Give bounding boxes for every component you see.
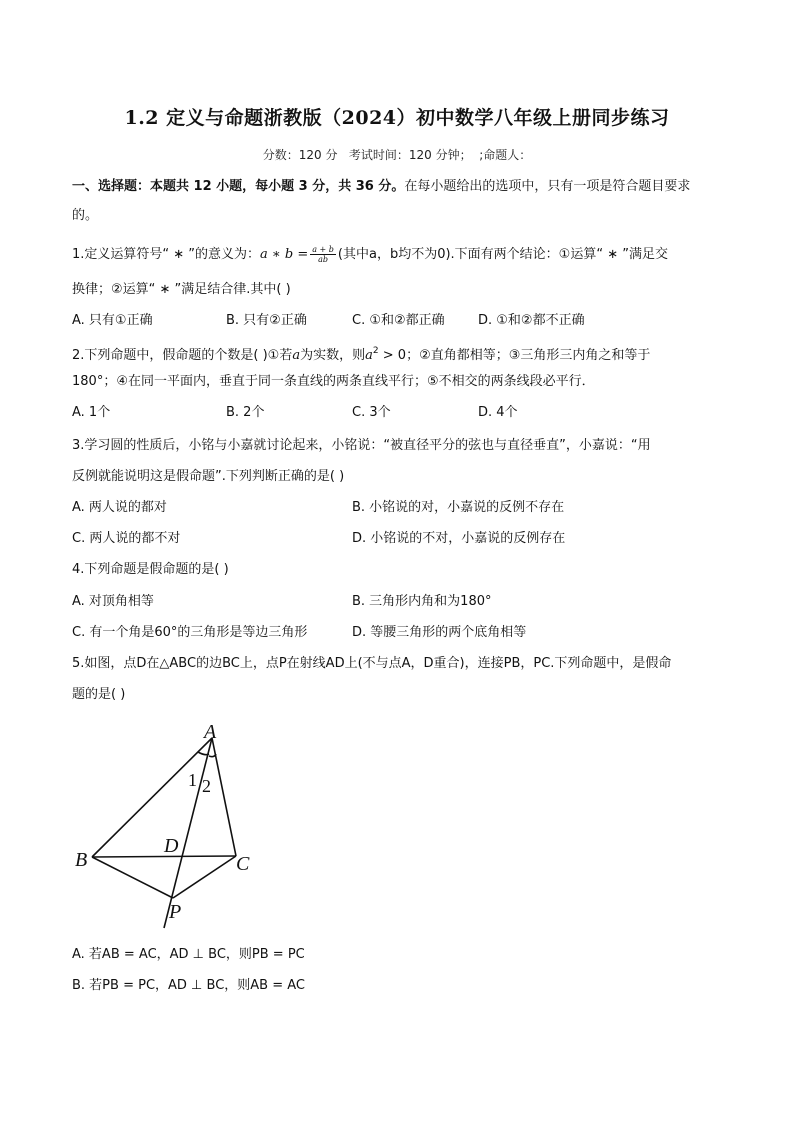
q1-stem-line2: 换律；②运算“ ∗ ”满足结合律.其中( ) bbox=[72, 282, 291, 297]
q3-stem: 3.学习圆的性质后，小铭与小嘉就讨论起来，小铭说：“被直径平分的弦也与直径垂直”，小嘉说：“用 bbox=[72, 438, 651, 453]
q2-mid: 为实数，则 bbox=[300, 348, 366, 363]
q5-stem: 5.如图，点D在△ABC的边BC上，点P在射线AD上(不与点A，D重合)，连接PB，PC.下列命题中，是假命 bbox=[72, 656, 672, 671]
q1-op-lhs: a ∗ b = bbox=[260, 247, 309, 262]
q5-option-a[interactable]: A. 若AB = AC，AD ⊥ BC，则PB = PC bbox=[72, 947, 305, 962]
q1-option-a[interactable]: A. 只有①正确 bbox=[72, 313, 153, 328]
ray-ap bbox=[164, 738, 212, 928]
q1-suffix: (其中a，b均不为0).下面有两个结论：①运算“ ∗ ”满足交 bbox=[337, 247, 668, 262]
page-title: 1.2 定义与命题浙教版（2024）初中数学八年级上册同步练习 bbox=[124, 107, 670, 129]
q1-frac-den: ab bbox=[318, 255, 329, 264]
q5-stem-line2: 题的是( ) bbox=[72, 687, 126, 702]
segment-pc bbox=[173, 856, 236, 898]
q2-expr-sup: 2 bbox=[372, 346, 379, 356]
q2-prefix: 2.下列命题中，假命题的个数是( )①若 bbox=[72, 348, 293, 363]
label-p: P bbox=[169, 901, 182, 923]
q1-stem bbox=[72, 245, 668, 264]
q4-option-a[interactable]: A. 对顶角相等 bbox=[72, 594, 154, 609]
q3-option-d[interactable]: D. 小铭说的不对，小嘉说的反例存在 bbox=[352, 531, 566, 546]
segment-pb bbox=[92, 857, 173, 898]
q2-expr-rest: > 0 bbox=[378, 348, 407, 363]
angle-arc-2 bbox=[209, 754, 216, 757]
section-heading-line2: 的。 bbox=[72, 208, 99, 223]
q2-expr-base: a bbox=[365, 348, 373, 363]
label-d: D bbox=[164, 835, 179, 857]
label-a: A bbox=[204, 721, 217, 743]
q4-option-b[interactable]: B. 三角形内角和为180° bbox=[352, 594, 492, 609]
angle-label-1: 1 bbox=[188, 770, 197, 790]
q1-frac-num: a + b bbox=[312, 245, 334, 254]
label-c: C bbox=[236, 853, 250, 875]
q1-option-d[interactable]: D. ①和②都不正确 bbox=[478, 313, 585, 328]
q4-stem: 4.下列命题是假命题的是( ) bbox=[72, 562, 229, 577]
q2-suffix: ；②直角都相等；③三角形三内角之和等于 bbox=[406, 348, 651, 363]
q4-option-c[interactable]: C. 有一个角是60°的三角形是等边三角形 bbox=[72, 625, 308, 640]
q1-prefix: 1.定义运算符号“ ∗ ”的意义为： bbox=[72, 247, 261, 262]
q3-option-a[interactable]: A. 两人说的都对 bbox=[72, 500, 167, 515]
q5-option-b[interactable]: B. 若PB = PC，AD ⊥ BC，则AB = AC bbox=[72, 978, 305, 993]
q4-option-d[interactable]: D. 等腰三角形的两个底角相等 bbox=[352, 625, 527, 640]
q1-option-c[interactable]: C. ①和②都正确 bbox=[352, 313, 445, 328]
angle-label-2: 2 bbox=[202, 776, 211, 796]
q3-option-c[interactable]: C. 两人说的都不对 bbox=[72, 531, 181, 546]
q1-fraction bbox=[310, 245, 336, 264]
segment-ab bbox=[92, 738, 212, 857]
q1-option-b[interactable]: B. 只有②正确 bbox=[226, 313, 307, 328]
q3-stem-line2: 反例就能说明这是假命题”.下列判断正确的是( ) bbox=[72, 469, 345, 484]
q2-option-a[interactable]: A. 1个 bbox=[72, 405, 111, 420]
section-heading-bold: 一、选择题：本题共 12 小题，每小题 3 分，共 36 分。 bbox=[72, 179, 405, 194]
q3-option-b[interactable]: B. 小铭说的对，小嘉说的反例不存在 bbox=[352, 500, 565, 515]
q2-var-a: a bbox=[292, 348, 301, 363]
section-heading-rest: 在每小题给出的选项中，只有一项是符合题目要求 bbox=[404, 179, 691, 194]
exam-meta: 分数：120 分 考试时间：120 分钟； ;命题人： bbox=[262, 148, 532, 162]
triangle-figure bbox=[70, 718, 270, 933]
q2-stem bbox=[72, 342, 650, 365]
q2-option-c[interactable]: C. 3个 bbox=[352, 405, 391, 420]
q2-option-d[interactable]: D. 4个 bbox=[478, 405, 518, 420]
q2-stem-line2: 180°；④在同一平面内，垂直于同一条直线的两条直线平行；⑤不相交的两条线段必平行． bbox=[72, 374, 595, 389]
q2-option-b[interactable]: B. 2个 bbox=[226, 405, 265, 420]
section-heading bbox=[72, 178, 690, 196]
label-b: B bbox=[75, 849, 88, 871]
